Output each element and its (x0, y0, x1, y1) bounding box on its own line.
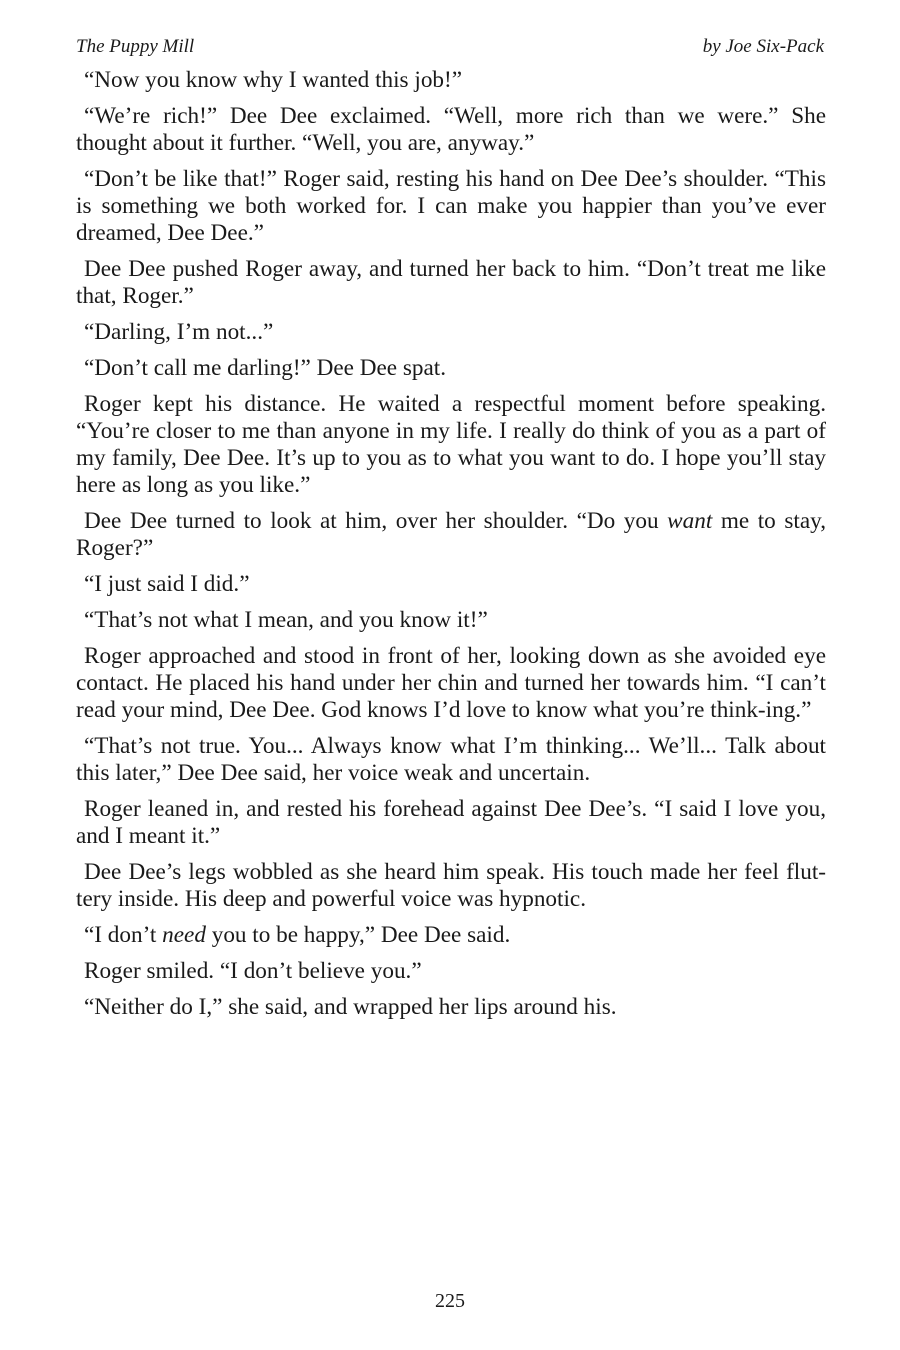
paragraph: Dee Dee’s legs wobbled as she heard him speak. His touch made her feel flut-tery inside. His deep and powerful voice was hypnotic. (76, 859, 826, 912)
book-title: The Puppy Mill (76, 36, 195, 57)
paragraph: Dee Dee pushed Roger away, and turned her back to him. “Don’t treat me like that, Roger.” (76, 256, 826, 309)
paragraph: “Now you know why I wanted this job!” (84, 67, 463, 93)
paragraph: “Don’t call me darling!” Dee Dee spat. (84, 355, 447, 381)
page-number: 225 (435, 1290, 465, 1312)
emphasized-word: want (667, 508, 713, 534)
paragraph: Roger approached and stood in front of her, looking down as she avoided eye contact. He placed his hand under her chin and turned her towards him. “I can’t read your mind, Dee Dee. God knows I’d love to know what you’re think-ing.” (76, 643, 826, 723)
paragraph (76, 508, 826, 562)
emphasized-word: need (162, 922, 206, 948)
page-body (76, 67, 826, 1030)
paragraph (76, 922, 826, 949)
paragraph: “That’s not what I mean, and you know it!” (84, 607, 488, 633)
paragraph: “We’re rich!” Dee Dee exclaimed. “Well, more rich than we were.” She thought about it further. “Well, you are, anyway.” (76, 103, 826, 156)
running-header (76, 36, 824, 62)
paragraph: “Darling, I’m not...” (84, 319, 274, 345)
paragraph: “That’s not true. You... Always know what I’m thinking... We’ll... Talk about this later,” Dee Dee said, her voice weak and uncertain. (76, 733, 826, 786)
text-run: Dee Dee turned to look at him, over her shoulder. “Do you (84, 508, 668, 534)
paragraph: “I just said I did.” (84, 571, 250, 597)
paragraph: “Don’t be like that!” Roger said, resting his hand on Dee Dee’s shoulder. “This is something we both worked for. I can make you happier than you’ve ever dreamed, Dee Dee.” (76, 166, 826, 246)
paragraph: “Neither do I,” she said, and wrapped her lips around his. (84, 994, 617, 1020)
paragraph: Roger leaned in, and rested his forehead against Dee Dee’s. “I said I love you, and I meant it.” (76, 796, 826, 849)
text-run: you to be happy,” Dee Dee said. (205, 922, 511, 948)
paragraph: Roger kept his distance. He waited a respectful moment before speaking. “You’re closer to me than anyone in my life. I really do think of you as a part of my family, Dee Dee. It’s up to you as to what you want to do. I hope you’ll stay here as long as you like.” (76, 391, 826, 498)
text-run: “I don’t (84, 922, 163, 948)
author-name: by Joe Six-Pack (702, 36, 824, 57)
paragraph: Roger smiled. “I don’t believe you.” (84, 958, 422, 984)
text-run: me to stay, Roger?” (76, 508, 826, 561)
